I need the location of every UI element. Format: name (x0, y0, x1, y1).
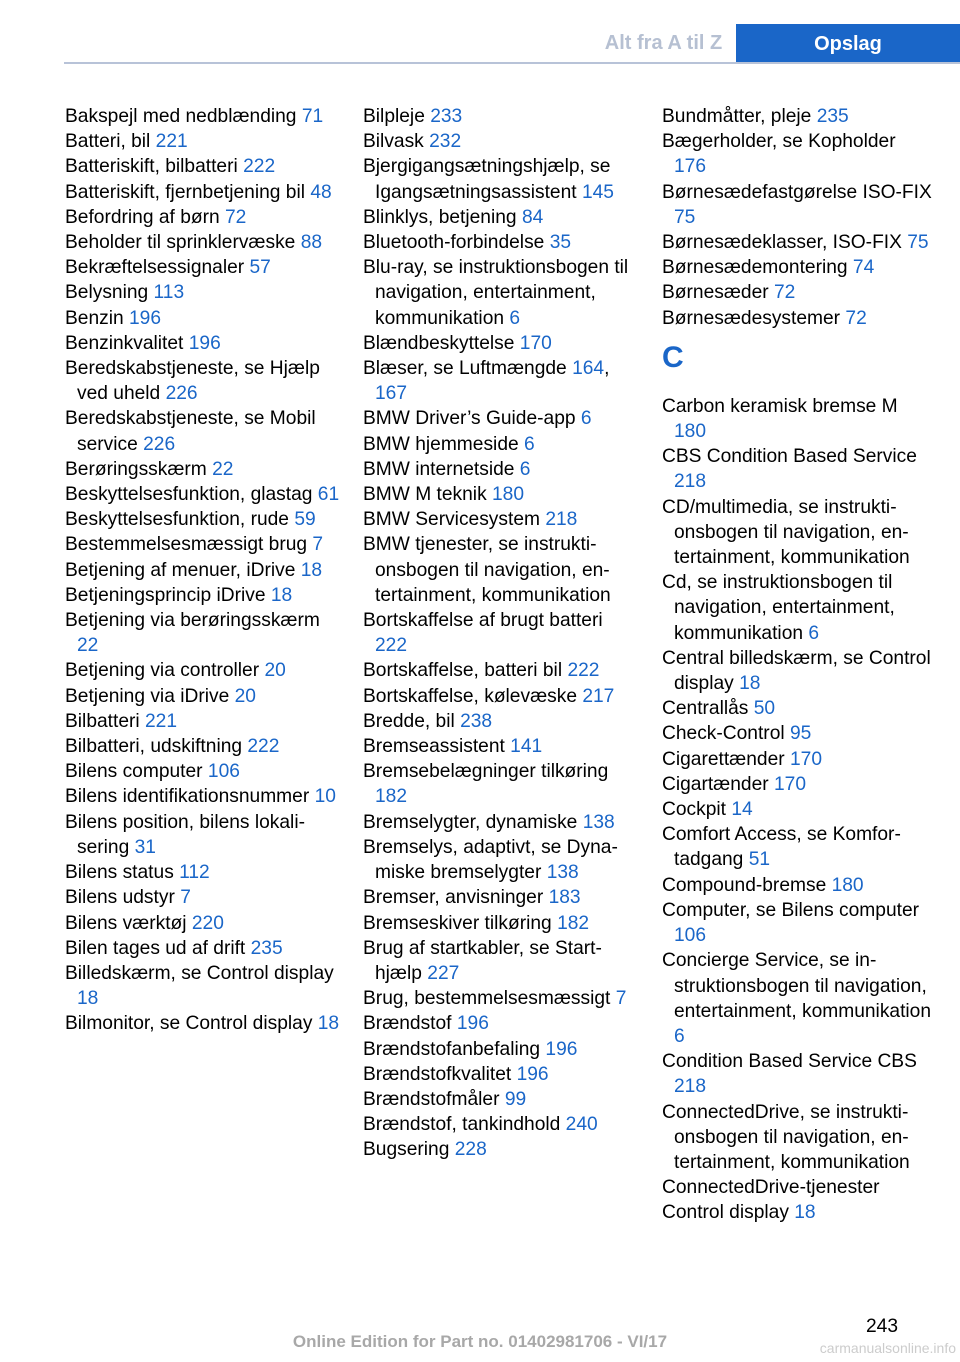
page-reference-link[interactable]: 6 (524, 433, 535, 455)
index-term: Bremsebelægninger tilkøring (363, 761, 609, 783)
index-entry (363, 457, 638, 482)
index-entry (363, 1137, 638, 1162)
index-term: Centrallås (662, 698, 749, 720)
page-reference-link[interactable]: 222 (243, 156, 276, 178)
page-reference-link[interactable]: 233 (430, 106, 463, 127)
index-entry (662, 822, 932, 872)
index-entry (662, 444, 932, 494)
section-tab[interactable]: Alt fra A til Z (604, 31, 723, 54)
index-term: Bredde, bil (363, 710, 455, 732)
index-entry (363, 1037, 638, 1062)
index-term: Betjening via controller (65, 660, 260, 682)
page-reference-link[interactable]: 235 (250, 937, 283, 959)
index-entry (662, 495, 932, 571)
index-term: Bremseskiver tilkøring (363, 912, 552, 934)
index-term: BMW Driver’s Guide-app (363, 408, 576, 430)
index-term: Bluetooth-forbindelse (363, 232, 545, 254)
index-term: BMW hjemmeside (363, 433, 519, 455)
index-letter-heading: C (662, 340, 684, 374)
index-entry (65, 129, 340, 154)
index-term: Bilbatteri (65, 710, 140, 732)
page-reference-link[interactable]: 218 (674, 471, 707, 493)
index-term: Bortskaffelse, batteri bil (363, 660, 563, 682)
page-reference-link[interactable]: 182 (375, 786, 408, 808)
index-term: Bestemmelsesmæssigt brug (65, 534, 308, 556)
index-entry (65, 759, 340, 784)
page-reference-link[interactable]: 51 (748, 849, 771, 871)
index-entry (65, 936, 340, 961)
page-reference-link[interactable]: 221 (145, 710, 178, 732)
index-term: Belysning (65, 282, 149, 304)
index-term: Cigartænder (662, 773, 769, 795)
index-entry (662, 873, 932, 898)
index-entry (363, 810, 638, 835)
header-rule (64, 62, 960, 64)
page-reference-link[interactable]: 222 (567, 660, 600, 682)
index-term: Cigarettænder (662, 748, 785, 770)
page-reference-link[interactable]: 167 (375, 383, 408, 405)
index-term: ConnectedDrive, se instruktionsbogen til navigation, entertainment, kommunikation (662, 1101, 910, 1173)
page-reference-link[interactable]: 74 (852, 257, 875, 279)
page-reference-link[interactable]: 226 (165, 383, 198, 405)
index-entry (65, 583, 340, 608)
index-term: Betjening via berøringsskærm (65, 610, 320, 632)
page-reference-link[interactable]: 170 (519, 332, 552, 354)
index-term: Bortskaffelse, kølevæske (363, 685, 577, 707)
index-term: Blinklys, betjening (363, 206, 517, 228)
page-reference-link[interactable]: 18 (794, 1202, 816, 1224)
index-entry (65, 1011, 340, 1036)
page-reference-link[interactable]: 57 (249, 257, 271, 279)
index-entry (363, 1112, 638, 1137)
index-term: Brændstofanbefaling (363, 1038, 541, 1060)
page-reference-link[interactable]: 95 (789, 723, 812, 745)
page-reference-link[interactable]: 196 (456, 1013, 489, 1035)
index-term: Blu-ray, se instruktionsbogen til navigation, entertainment, kommunikation (363, 257, 629, 329)
index-term: Bilmonitor, se Control display (65, 1013, 313, 1035)
page-reference-link[interactable]: 84 (521, 206, 544, 228)
page-reference-link[interactable]: 50 (753, 698, 776, 720)
index-term: Beskyttelsesfunktion, rude (65, 509, 289, 531)
watermark: carmanualsonline.info (819, 1340, 956, 1356)
index-term: BMW M teknik (363, 484, 487, 506)
index-term: Børnesædefastgørelse ISO-FIX (662, 181, 932, 203)
index-entry (662, 306, 932, 331)
page-reference-link[interactable]: 18 (300, 559, 323, 581)
index-term: Børnesædeklasser, ISO-FIX (662, 232, 902, 254)
index-term: Betjening af menuer, iDrive (65, 559, 296, 581)
index-entry (662, 180, 932, 230)
page-reference-link[interactable]: 6 (580, 408, 592, 430)
index-column-1 (65, 104, 340, 1037)
index-entry (363, 684, 638, 709)
page-reference-link[interactable]: 61 (317, 484, 340, 506)
index-entry (65, 331, 340, 356)
page-reference-link[interactable]: 240 (565, 1114, 598, 1136)
index-term: CD/multimedia, se instruktionsbogen til navigation, entertainment, kommunikation (662, 496, 910, 569)
page-reference-link[interactable]: 221 (155, 131, 188, 153)
page-reference-link[interactable]: 6 (674, 1025, 685, 1047)
page-reference-link[interactable]: 106 (674, 925, 707, 947)
page-reference-link[interactable]: 18 (739, 673, 761, 695)
index-entry (363, 911, 638, 936)
page-reference-link[interactable]: 6 (519, 458, 531, 480)
page-reference-link[interactable]: 232 (429, 131, 462, 153)
index-entry (65, 180, 340, 205)
index-entry (363, 230, 638, 255)
index-entry (662, 570, 932, 646)
index-entry (65, 784, 340, 809)
index-term: BMW internetside (363, 458, 515, 480)
index-term: Bilpleje (363, 106, 425, 127)
page-reference-link[interactable]: 72 (225, 206, 247, 228)
index-entry (363, 709, 638, 734)
page-reference-link[interactable]: 227 (427, 962, 460, 984)
index-term: Compound-bremse (662, 874, 827, 896)
index-entry (363, 1087, 638, 1112)
index-term: Batteriskift, bilbatteri (65, 156, 238, 178)
page-reference-link[interactable]: 22 (212, 458, 234, 480)
index-entry (65, 457, 340, 482)
index-term: Bundmåtter, pleje (662, 106, 812, 127)
index-term: Batteriskift, fjernbetjening bil (65, 181, 305, 203)
page-reference-link[interactable]: 220 (191, 912, 224, 934)
index-term: Cd, se instruktionsbogen til navigation, entertainment, kommunikation (662, 572, 895, 644)
index-term: Betjening via iDrive (65, 685, 230, 707)
index-term: Blændbeskyttelse (363, 332, 515, 354)
page-reference-link[interactable]: 7 (180, 887, 191, 909)
index-entry (65, 709, 340, 734)
index-entry (363, 406, 638, 431)
index-entry (65, 911, 340, 936)
index-entry (65, 406, 340, 456)
index-entry (363, 835, 638, 885)
index-entry (65, 961, 340, 1011)
index-entry (662, 394, 932, 444)
index-term: Comfort Access, se Komfortadgang (662, 824, 901, 871)
page-reference-link[interactable]: 112 (179, 862, 210, 884)
page-reference-link[interactable]: 222 (375, 635, 408, 657)
index-entry (662, 1100, 932, 1176)
index-term: Bremseassistent (363, 736, 505, 758)
page-reference-link[interactable]: 196 (129, 307, 162, 329)
index-term: Concierge Service, se instruktionsbogen til navigation, entertainment, kommunikation (662, 950, 932, 1022)
index-term: Berøringsskærm (65, 458, 207, 480)
page-header (64, 24, 960, 64)
page-reference-link[interactable]: 222 (247, 736, 280, 758)
page-reference-link[interactable]: 138 (546, 862, 579, 884)
page-reference-link[interactable]: 31 (134, 836, 156, 858)
page-reference-link[interactable]: 75 (907, 232, 929, 254)
page-reference-link[interactable]: 180 (831, 874, 864, 896)
page-reference-link[interactable]: 75 (674, 206, 696, 228)
page-reference-link[interactable]: 72 (773, 282, 796, 304)
index-term: Bilbatteri, udskiftning (65, 736, 243, 758)
index-term: Børnesæder (662, 282, 769, 304)
index-entry (65, 255, 340, 280)
index-term: Befordring af børn (65, 206, 220, 228)
index-entry (363, 1011, 638, 1036)
page-reference-link[interactable]: 6 (808, 622, 820, 644)
index-term: Bremser, anvisninger (363, 887, 544, 909)
index-term: Control display (662, 1202, 789, 1224)
page-reference-link[interactable]: 196 (545, 1038, 578, 1060)
index-entry (65, 734, 340, 759)
index-term: CBS Condition Based Service (662, 446, 917, 468)
page-reference-link[interactable]: 228 (454, 1139, 487, 1161)
index-entry (662, 948, 932, 1049)
index-entry (363, 759, 638, 809)
index-term: Bilens position, bilens lokalisering (65, 811, 305, 858)
index-column-2 (363, 104, 638, 1163)
index-entry (65, 684, 340, 709)
page-reference-link[interactable]: 7 (615, 988, 627, 1010)
index-entry (662, 898, 932, 948)
page-reference-link[interactable]: 20 (264, 660, 286, 682)
index-entry (65, 482, 340, 507)
index-entry (65, 104, 340, 129)
page-reference-link[interactable]: 217 (582, 685, 615, 707)
index-term: Bjergigangsætningshjælp, se Igangsætningsassistent (363, 156, 611, 203)
index-term: Bægerholder, se Kopholder (662, 131, 896, 153)
index-entry (65, 532, 340, 557)
index-term: Bilens udstyr (65, 887, 175, 909)
page-reference-link[interactable]: 235 (816, 106, 849, 127)
index-term: Bortskaffelse af brugt batteri (363, 610, 603, 632)
index-entry: Blæser, se Luftmængde 164, 167 (363, 358, 610, 405)
index-term: Beholder til sprinklervæske (65, 232, 296, 254)
page-reference-link[interactable]: 196 (516, 1063, 549, 1085)
page-reference-link[interactable]: 176 (674, 156, 707, 178)
index-entry (65, 860, 340, 885)
index-entry (662, 797, 932, 822)
page-reference-link[interactable]: 238 (460, 710, 493, 732)
page-reference-link[interactable]: 141 (510, 736, 543, 758)
index-entry (662, 1175, 932, 1200)
index-term: Bilen tages ud af drift (65, 937, 246, 959)
index-term: Brændstof, tankindhold (363, 1114, 561, 1136)
index-entry (363, 129, 638, 154)
index-term: Check-Control (662, 723, 785, 745)
page-reference-link[interactable]: 35 (549, 232, 572, 254)
index-entry (65, 230, 340, 255)
index-entry (363, 885, 638, 910)
index-entry (363, 936, 638, 986)
index-term: BMW tjenester, se instruktionsbogen til navigation, entertainment, kommunikation (363, 534, 611, 606)
index-term: Batteri, bil (65, 131, 151, 153)
page-reference-link[interactable]: 180 (674, 421, 707, 443)
page-reference-link[interactable]: 226 (143, 433, 176, 455)
index-term: Brændstofkvalitet (363, 1063, 512, 1085)
page-reference-link[interactable]: 218 (545, 509, 578, 531)
index-entry (363, 658, 638, 683)
page-reference-link[interactable]: 196 (188, 332, 221, 354)
index-entry (662, 1200, 932, 1225)
page-reference-link[interactable]: 18 (317, 1013, 340, 1035)
index-term: Brug af startkabler, se Starthjælp (363, 937, 602, 984)
index-entry (662, 104, 932, 129)
index-term: Brug, bestemmelsesmæssigt (363, 988, 611, 1010)
index-term: Bilens identifikationsnummer (65, 786, 310, 808)
index-term: Bakspejl med nedblænding (65, 106, 297, 127)
index-term: Brændstof (363, 1013, 452, 1035)
index-entry (662, 280, 932, 305)
index-entry (65, 810, 340, 860)
page-reference-link[interactable]: 218 (674, 1076, 707, 1098)
page-reference-link[interactable]: 59 (294, 509, 316, 531)
index-term: BMW Servicesystem (363, 509, 540, 531)
index-term: Carbon keramisk bremse M (662, 395, 898, 417)
index-entry (65, 507, 340, 532)
index-entry (662, 230, 932, 255)
index-entry (65, 558, 340, 583)
index-term: Central billedskærm, se Control display (662, 647, 931, 695)
page-reference-link[interactable]: 183 (548, 887, 581, 909)
index-entry (662, 747, 932, 772)
page-reference-link[interactable]: 48 (310, 181, 332, 203)
index-term: Beredskabstjeneste, se Mobil service (65, 408, 316, 455)
index-term: Bilens status (65, 862, 174, 884)
index-term: Bekræftelsessignaler (65, 257, 245, 279)
index-entry (363, 154, 638, 204)
active-tab[interactable]: Opslag (736, 24, 960, 64)
index-entry (363, 507, 638, 532)
index-term: Condition Based Service CBS (662, 1051, 917, 1073)
index-entry (65, 658, 340, 683)
page-reference-link[interactable]: 170 (790, 748, 823, 770)
index-entry (662, 1049, 932, 1099)
page-reference-link[interactable]: 7 (312, 534, 324, 556)
index-term: Bugsering (363, 1139, 450, 1161)
index-entry (363, 734, 638, 759)
page-reference-link[interactable]: 99 (504, 1088, 527, 1110)
index-entry (363, 432, 638, 457)
page-reference-link[interactable]: 20 (234, 685, 256, 707)
footer-edition: Online Edition for Part no. 01402981706 - VI/17 (292, 1332, 668, 1351)
index-term: Computer, se Bilens computer (662, 899, 920, 921)
index-entry (65, 280, 340, 305)
page-number: 243 (865, 1316, 898, 1337)
index-entry (363, 104, 638, 129)
index-term: Børnesædesystemer (662, 307, 841, 329)
index-entry (662, 129, 932, 179)
index-entry (662, 646, 932, 696)
page-reference-link[interactable]: 18 (77, 988, 99, 1010)
index-entry (65, 205, 340, 230)
index-entry (65, 154, 340, 179)
page-reference-link[interactable]: 182 (557, 912, 590, 934)
page-reference-link[interactable]: 180 (492, 484, 525, 506)
page-reference-link[interactable]: 18 (270, 584, 293, 606)
index-entry (363, 532, 638, 608)
index-entry (363, 608, 638, 658)
page-reference-link[interactable]: 138 (582, 811, 615, 833)
index-entry (363, 331, 638, 356)
index-entry (363, 482, 638, 507)
page-reference-link[interactable]: 72 (845, 307, 867, 329)
index-term: Blæser, se Luftmængde (363, 358, 567, 380)
index-term: Benzin (65, 307, 124, 329)
index-term: Beskyttelsesfunktion, glastag (65, 484, 313, 506)
page-reference-link[interactable]: 106 (207, 761, 240, 783)
index-entry (65, 885, 340, 910)
index-entry (662, 255, 932, 280)
index-term: Bilvask (363, 131, 424, 153)
index-term: Brændstofmåler (363, 1088, 500, 1110)
index-term: Bremselys, adaptivt, se Dynamiske bremselygter (363, 836, 618, 884)
page-reference-link[interactable]: 10 (314, 786, 336, 808)
index-term: Beredskabstjeneste, se Hjælp ved uheld (65, 358, 320, 405)
page-reference-link[interactable]: 71 (301, 106, 324, 127)
index-entry (363, 255, 638, 331)
index-term: Bremselygter, dynamiske (363, 811, 578, 833)
index-entry (662, 721, 932, 746)
page-reference-link[interactable]: 6 (509, 307, 521, 329)
index-entry (65, 608, 340, 658)
index-term: Benzinkvalitet (65, 332, 184, 354)
page-reference-link[interactable]: 164 (572, 358, 605, 380)
index-term: Billedskærm, se Control display (65, 962, 334, 984)
index-entry (363, 1062, 638, 1087)
index-term: Betjeningsprincip iDrive (65, 584, 266, 606)
index-entry (363, 205, 638, 230)
index-term: Børnesædemontering (662, 257, 848, 279)
page-reference-link[interactable]: 113 (153, 282, 185, 304)
index-term: ConnectedDrive-tjenester (662, 1177, 880, 1199)
page-reference-link[interactable]: 88 (300, 232, 323, 254)
index-column-3 (662, 104, 932, 1226)
index-term: Cockpit (662, 799, 726, 821)
index-entry (363, 986, 638, 1011)
page-reference-link[interactable]: 14 (731, 799, 753, 821)
page-reference-link[interactable]: 170 (774, 773, 807, 795)
index-term: Bilens værktøj (65, 912, 187, 934)
index-entry (65, 356, 340, 406)
index-term: Bilens computer (65, 761, 203, 783)
index-entry (662, 772, 932, 797)
index-entry (662, 696, 932, 721)
index-entry (65, 306, 340, 331)
page-reference-link[interactable]: 145 (581, 181, 614, 203)
page-reference-link[interactable]: 22 (77, 635, 99, 657)
